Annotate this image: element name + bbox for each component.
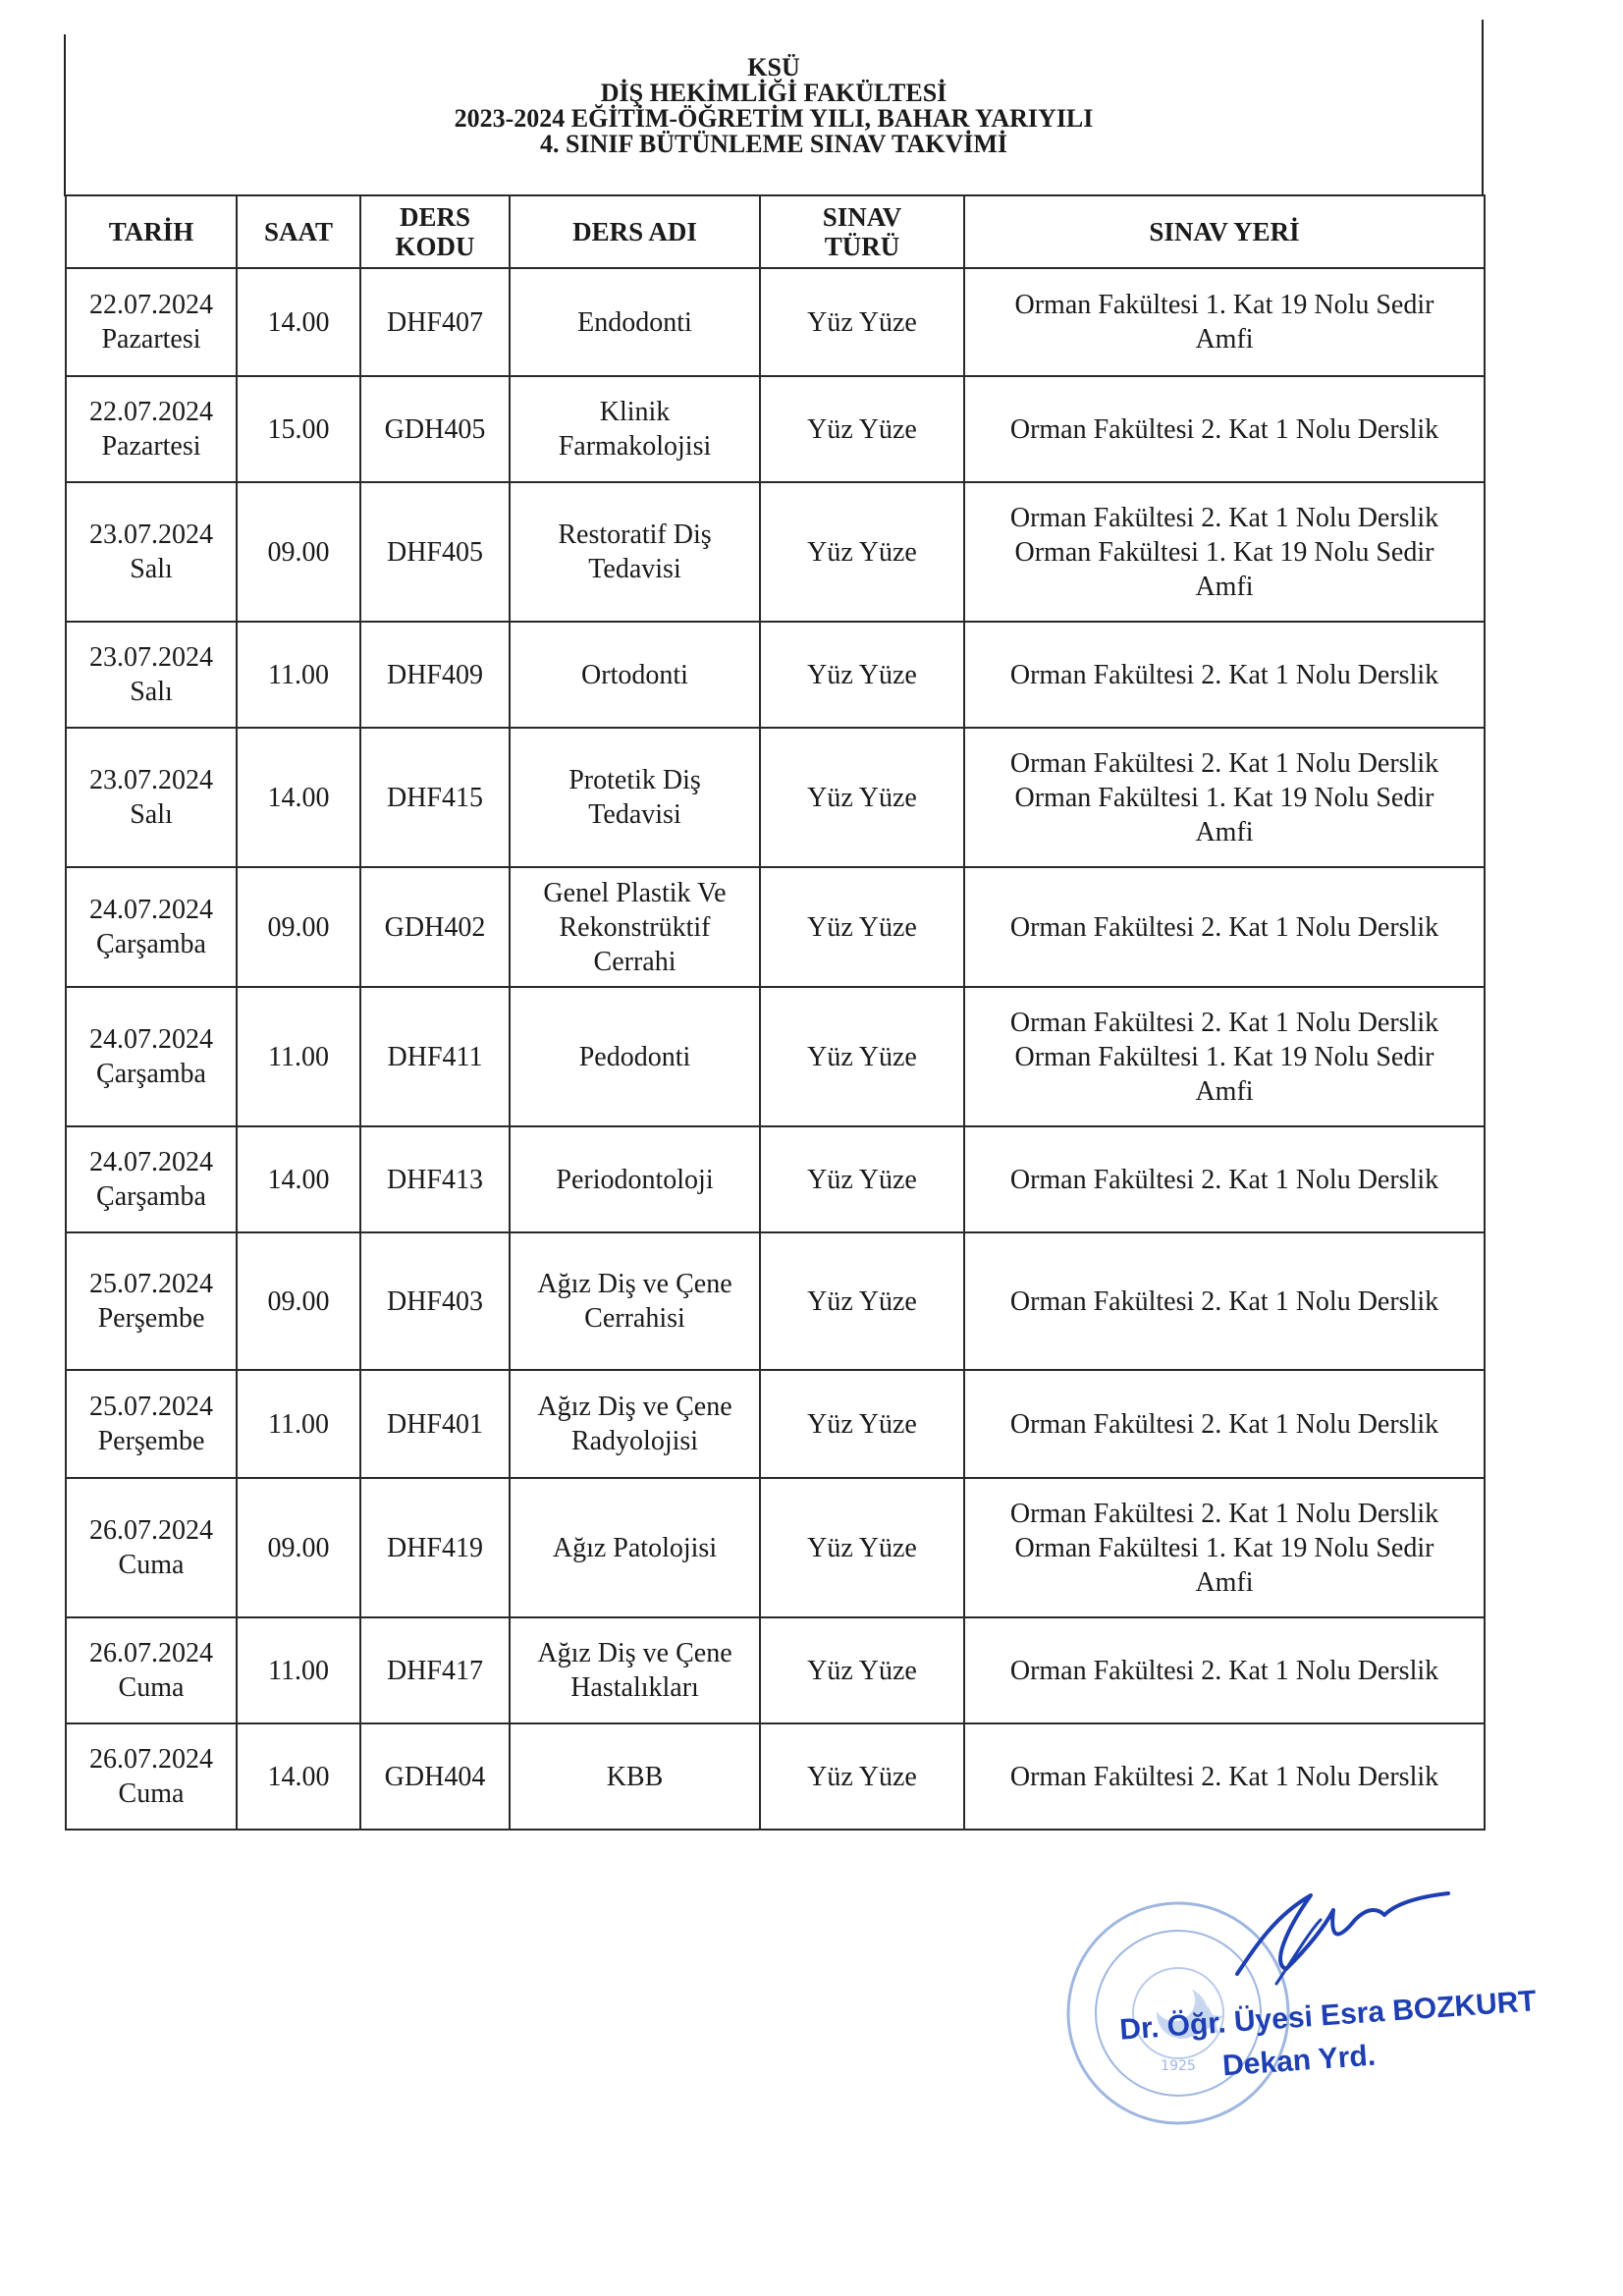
cell-course-code-code: GDH405: [384, 413, 486, 445]
cell-exam-place: [964, 622, 1485, 728]
cell-date-day: Perşembe: [97, 1426, 205, 1456]
cell-exam-type-type: Yüz Yüze: [807, 782, 917, 813]
cell-date-date: 24.07.2024: [89, 895, 213, 925]
cell-exam-place-place-l2: Orman Fakültesi 1. Kat 19 Nolu Sedir: [1014, 1532, 1434, 1563]
column-header-code: [360, 195, 510, 268]
cell-time: [237, 268, 360, 376]
cell-exam-type: [760, 987, 964, 1126]
column-header-date: TARİH: [66, 195, 237, 268]
cell-date-day: Cuma: [118, 1550, 185, 1580]
cell-exam-type: [760, 1232, 964, 1370]
cell-exam-type-type: Yüz Yüze: [807, 306, 917, 338]
cell-time: [237, 867, 360, 987]
cell-exam-place-place-l1: Orman Fakültesi 2. Kat 1 Nolu Derslik: [1009, 1761, 1439, 1792]
cell-time-time: 11.00: [268, 1041, 329, 1072]
cell-course-name-name-l1: Ağız Diş ve Çene: [537, 1269, 732, 1299]
cell-date-day: Cuma: [118, 1778, 185, 1809]
column-header-type-line1: SINAV: [822, 202, 902, 232]
cell-exam-type-type: Yüz Yüze: [807, 1164, 917, 1195]
cell-course-code-code: DHF413: [386, 1164, 483, 1195]
cell-time: [237, 1126, 360, 1232]
cell-exam-place: [964, 1126, 1485, 1232]
cell-time: [237, 622, 360, 728]
cell-exam-place-place-l2: Amfi: [1195, 324, 1254, 355]
cell-date: [66, 1370, 237, 1478]
cell-exam-type: [760, 622, 964, 728]
cell-course-name: [510, 376, 760, 482]
cell-date-day: Çarşamba: [96, 929, 206, 959]
cell-date-day: Salı: [130, 677, 173, 707]
table-header-row: [66, 195, 1485, 268]
cell-time: [237, 1370, 360, 1478]
cell-course-code: [360, 376, 510, 482]
cell-time-time: 09.00: [267, 911, 330, 943]
cell-course-code-code: DHF411: [387, 1041, 483, 1072]
cell-course-name-name-l1: Klinik: [599, 397, 671, 427]
cell-course-code: [360, 482, 510, 622]
cell-course-name: [510, 987, 760, 1126]
column-header-time: SAAT: [237, 195, 360, 268]
cell-exam-type-type: Yüz Yüze: [807, 413, 917, 445]
cell-course-code: [360, 622, 510, 728]
cell-course-name: [510, 1723, 760, 1830]
cell-exam-type-type: Yüz Yüze: [807, 911, 917, 943]
cell-date: [66, 1723, 237, 1830]
table-row: [66, 1478, 1485, 1617]
cell-exam-place: [964, 1370, 1485, 1478]
cell-exam-type-type: Yüz Yüze: [807, 1408, 917, 1440]
cell-exam-place-place-l1: Orman Fakültesi 2. Kat 1 Nolu Derslik: [1009, 659, 1439, 690]
document-header: [65, 55, 1483, 157]
table-row: [66, 728, 1485, 867]
cell-exam-place: [964, 1723, 1485, 1830]
cell-date-day: Çarşamba: [96, 1181, 206, 1212]
handwritten-signature: [1217, 1876, 1473, 1994]
cell-exam-place: [964, 376, 1485, 482]
stamp-year: 1925: [1161, 2058, 1196, 2074]
cell-exam-type: [760, 1370, 964, 1478]
table-row: [66, 1617, 1485, 1723]
cell-date: [66, 482, 237, 622]
header-line-university: KSÜ: [747, 53, 800, 82]
table-row: [66, 867, 1485, 987]
cell-date-day: Çarşamba: [96, 1059, 206, 1089]
cell-course-name: [510, 728, 760, 867]
cell-course-code: [360, 268, 510, 376]
cell-exam-place-place-l1: Orman Fakültesi 2. Kat 1 Nolu Derslik: [1009, 413, 1439, 445]
cell-course-name-name-l1: Periodontoloji: [556, 1164, 714, 1195]
cell-course-code-code: DHF407: [386, 306, 483, 338]
cell-exam-place: [964, 1232, 1485, 1370]
cell-course-name-name-l2: Farmakolojisi: [558, 431, 712, 462]
cell-exam-type: [760, 728, 964, 867]
cell-course-name: [510, 622, 760, 728]
cell-course-code-code: DHF405: [386, 536, 483, 568]
cell-time: [237, 1617, 360, 1723]
table-row: [66, 268, 1485, 376]
cell-date-date: 23.07.2024: [89, 642, 213, 673]
cell-course-code: [360, 1478, 510, 1617]
cell-time: [237, 482, 360, 622]
cell-exam-place-place-l1: Orman Fakültesi 2. Kat 1 Nolu Derslik: [1009, 1408, 1439, 1440]
exam-schedule-table: [65, 194, 1486, 1831]
cell-exam-place-place-l3: Amfi: [1195, 1075, 1254, 1107]
cell-exam-place-place-l1: Orman Fakültesi 1. Kat 19 Nolu Sedir: [1014, 290, 1434, 320]
cell-course-name-name-l1: Restoratif Diş: [558, 519, 712, 550]
cell-date: [66, 867, 237, 987]
table-row: [66, 376, 1485, 482]
cell-course-name-name-l1: Ağız Diş ve Çene: [537, 1392, 732, 1422]
cell-time-time: 11.00: [268, 1655, 329, 1686]
table-row: [66, 1370, 1485, 1478]
cell-exam-place: [964, 268, 1485, 376]
cell-exam-type: [760, 376, 964, 482]
cell-exam-place: [964, 987, 1485, 1126]
cell-date-day: Pazartesi: [101, 324, 201, 355]
cell-exam-type: [760, 1617, 964, 1723]
column-header-type-line2: TÜRÜ: [824, 232, 900, 261]
cell-time-time: 14.00: [267, 1164, 330, 1195]
cell-time-time: 09.00: [267, 1532, 330, 1563]
cell-course-code-code: DHF409: [386, 659, 483, 690]
cell-course-name-name-l1: Ağız Diş ve Çene: [537, 1638, 732, 1668]
cell-date: [66, 268, 237, 376]
cell-exam-type: [760, 1478, 964, 1617]
cell-exam-place-place-l1: Orman Fakültesi 2. Kat 1 Nolu Derslik: [1009, 1285, 1439, 1317]
cell-date-date: 24.07.2024: [89, 1147, 213, 1177]
cell-course-name-name-l1: Pedodonti: [578, 1041, 691, 1072]
header-line-faculty: DİŞ HEKİMLİĞİ FAKÜLTESİ: [600, 79, 947, 107]
cell-exam-place: [964, 482, 1485, 622]
column-header-code-line1: DERS: [399, 202, 471, 232]
cell-date-date: 23.07.2024: [89, 519, 213, 550]
cell-exam-type-type: Yüz Yüze: [807, 1761, 917, 1792]
cell-course-code-code: GDH402: [384, 911, 486, 943]
cell-exam-type: [760, 867, 964, 987]
cell-date: [66, 1478, 237, 1617]
cell-exam-type: [760, 482, 964, 622]
table-row: [66, 622, 1485, 728]
header-line-title: 4. SINIF BÜTÜNLEME SINAV TAKVİMİ: [539, 130, 1008, 158]
cell-exam-type-type: Yüz Yüze: [807, 1285, 917, 1317]
cell-date: [66, 1126, 237, 1232]
cell-course-name: [510, 1232, 760, 1370]
column-header-place: SINAV YERİ: [964, 195, 1485, 268]
cell-course-name-name-l2: Radyolojisi: [570, 1426, 699, 1456]
column-header-name: DERS ADI: [510, 195, 760, 268]
signatory-name: Dr. Öğr. Üyesi Esra BOZKURT: [1118, 1985, 1538, 2047]
cell-course-name-name-l1: Ortodonti: [581, 659, 688, 690]
cell-course-name-name-l2: Tedavisi: [588, 799, 681, 830]
cell-date-date: 22.07.2024: [89, 290, 213, 320]
table-row: [66, 482, 1485, 622]
cell-exam-type: [760, 268, 964, 376]
cell-exam-place: [964, 728, 1485, 867]
cell-date: [66, 376, 237, 482]
cell-date-date: 25.07.2024: [89, 1269, 213, 1299]
cell-course-name-name-l1: Protetik Diş: [568, 765, 701, 795]
cell-exam-place: [964, 867, 1485, 987]
cell-date: [66, 987, 237, 1126]
cell-date: [66, 728, 237, 867]
cell-exam-place-place-l1: Orman Fakültesi 2. Kat 1 Nolu Derslik: [1009, 1498, 1439, 1529]
cell-time: [237, 376, 360, 482]
cell-time-time: 09.00: [267, 1285, 330, 1317]
cell-time: [237, 1478, 360, 1617]
cell-exam-place-place-l2: Orman Fakültesi 1. Kat 19 Nolu Sedir: [1014, 1041, 1434, 1072]
cell-time: [237, 728, 360, 867]
cell-course-name: [510, 482, 760, 622]
cell-exam-place: [964, 1617, 1485, 1723]
table-row: [66, 987, 1485, 1126]
cell-date-date: 26.07.2024: [89, 1515, 213, 1546]
cell-exam-type: [760, 1723, 964, 1830]
cell-exam-type-type: Yüz Yüze: [807, 659, 917, 690]
cell-date-day: Cuma: [118, 1672, 185, 1703]
column-header-type: [760, 195, 964, 268]
cell-time-time: 14.00: [267, 782, 330, 813]
cell-date-date: 26.07.2024: [89, 1638, 213, 1668]
cell-course-code-code: DHF401: [386, 1408, 483, 1440]
cell-exam-place-place-l1: Orman Fakültesi 2. Kat 1 Nolu Derslik: [1009, 1164, 1439, 1195]
cell-course-code: [360, 867, 510, 987]
cell-exam-type-type: Yüz Yüze: [807, 1655, 917, 1686]
table-row: [66, 1723, 1485, 1830]
cell-course-code: [360, 1723, 510, 1830]
cell-course-name: [510, 1126, 760, 1232]
cell-exam-place-place-l1: Orman Fakültesi 2. Kat 1 Nolu Derslik: [1009, 747, 1439, 779]
cell-date: [66, 1617, 237, 1723]
cell-course-name: [510, 867, 760, 987]
cell-course-name: [510, 1617, 760, 1723]
cell-date-date: 24.07.2024: [89, 1024, 213, 1055]
cell-course-name-name-l1: Endodonti: [577, 306, 692, 338]
cell-date-day: Pazartesi: [101, 431, 201, 462]
cell-date: [66, 1232, 237, 1370]
column-header-code-line2: KODU: [395, 232, 475, 261]
cell-course-code: [360, 987, 510, 1126]
cell-time-time: 14.00: [267, 1761, 330, 1792]
signatory-title: Dekan Yrd.: [1221, 2039, 1378, 2083]
cell-time-time: 11.00: [268, 659, 329, 690]
cell-course-code: [360, 728, 510, 867]
cell-exam-type-type: Yüz Yüze: [807, 536, 917, 568]
cell-exam-type-type: Yüz Yüze: [807, 1041, 917, 1072]
cell-time: [237, 1723, 360, 1830]
cell-course-name-name-l2: Rekonstrüktif: [559, 911, 711, 943]
cell-time-time: 09.00: [267, 536, 330, 568]
cell-course-code-code: DHF419: [386, 1532, 483, 1563]
cell-course-code-code: GDH404: [384, 1761, 486, 1792]
cell-course-code: [360, 1126, 510, 1232]
cell-date-day: Salı: [130, 799, 173, 830]
cell-course-code-code: DHF415: [386, 782, 483, 813]
cell-date: [66, 622, 237, 728]
cell-date-day: Salı: [130, 554, 173, 584]
cell-exam-place: [964, 1478, 1485, 1617]
cell-course-name-name-l1: KBB: [606, 1761, 664, 1792]
cell-course-name-name-l2: Cerrahisi: [584, 1303, 685, 1334]
cell-course-name-name-l1: Genel Plastik Ve: [543, 877, 727, 908]
cell-course-code: [360, 1232, 510, 1370]
table-row: [66, 1126, 1485, 1232]
cell-course-name-name-l1: Ağız Patolojisi: [552, 1532, 718, 1563]
cell-time-time: 14.00: [267, 306, 330, 338]
cell-exam-place-place-l1: Orman Fakültesi 2. Kat 1 Nolu Derslik: [1009, 1655, 1439, 1686]
cell-course-code-code: DHF417: [386, 1655, 483, 1686]
cell-exam-place-place-l3: Amfi: [1195, 1566, 1254, 1598]
cell-course-name-name-l2: Hastalıkları: [570, 1672, 699, 1703]
cell-exam-place-place-l1: Orman Fakültesi 2. Kat 1 Nolu Derslik: [1009, 911, 1439, 943]
cell-course-name-name-l3: Cerrahi: [593, 946, 676, 977]
cell-exam-place-place-l2: Orman Fakültesi 1. Kat 19 Nolu Sedir: [1014, 782, 1434, 813]
cell-course-name: [510, 268, 760, 376]
cell-exam-place-place-l3: Amfi: [1195, 816, 1254, 847]
cell-date-date: 25.07.2024: [89, 1392, 213, 1422]
cell-time: [237, 1232, 360, 1370]
cell-time: [237, 987, 360, 1126]
cell-time-time: 11.00: [268, 1408, 329, 1440]
cell-course-name: [510, 1370, 760, 1478]
cell-exam-place-place-l3: Amfi: [1195, 571, 1254, 602]
cell-course-name: [510, 1478, 760, 1617]
cell-exam-type-type: Yüz Yüze: [807, 1532, 917, 1563]
cell-date-date: 26.07.2024: [89, 1744, 213, 1775]
cell-exam-type: [760, 1126, 964, 1232]
cell-exam-place-place-l1: Orman Fakültesi 2. Kat 1 Nolu Derslik: [1009, 502, 1439, 533]
cell-date-date: 23.07.2024: [89, 765, 213, 795]
cell-date-day: Perşembe: [97, 1303, 205, 1334]
cell-course-code-code: DHF403: [386, 1285, 483, 1317]
cell-course-name-name-l2: Tedavisi: [588, 554, 681, 584]
table-row: [66, 1232, 1485, 1370]
table-body: [66, 268, 1485, 1830]
cell-time-time: 15.00: [267, 413, 330, 445]
cell-exam-place-place-l2: Orman Fakültesi 1. Kat 19 Nolu Sedir: [1014, 536, 1434, 568]
cell-date-date: 22.07.2024: [89, 397, 213, 427]
cell-course-code: [360, 1617, 510, 1723]
header-line-term: 2023-2024 EĞİTİM-ÖĞRETİM YILI, BAHAR YARIYILI: [454, 104, 1094, 133]
cell-exam-place-place-l1: Orman Fakültesi 2. Kat 1 Nolu Derslik: [1009, 1007, 1439, 1038]
cell-course-code: [360, 1370, 510, 1478]
